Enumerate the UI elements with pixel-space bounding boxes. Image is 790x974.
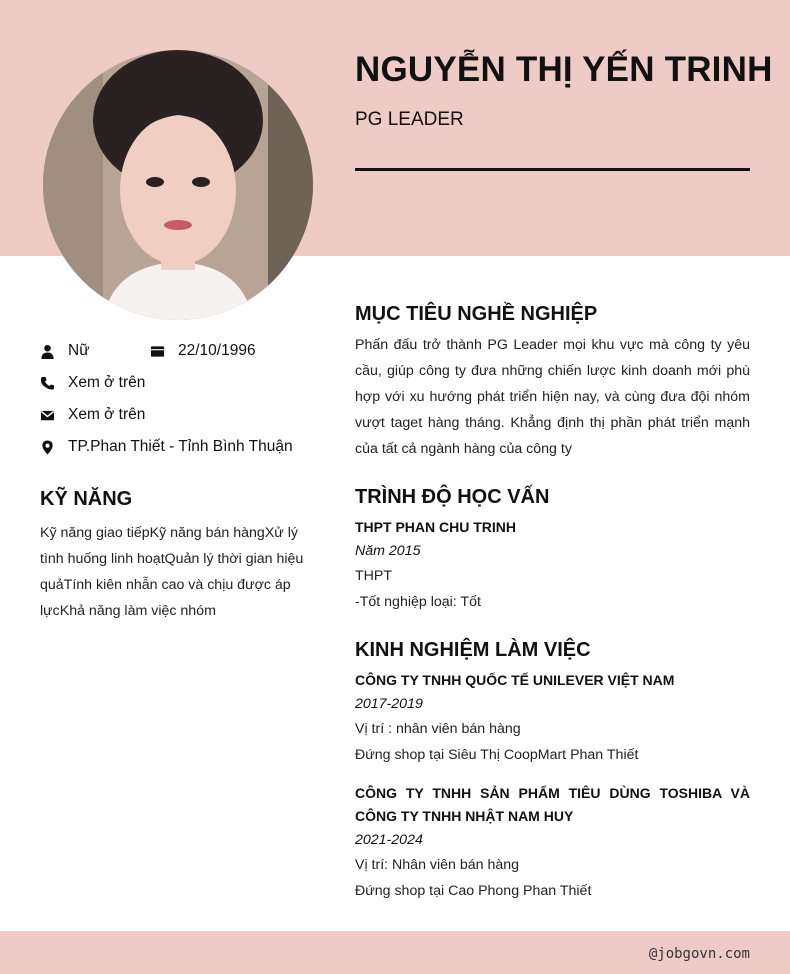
- person-icon: [40, 344, 55, 359]
- objective-text: Phấn đấu trở thành PG Leader mọi khu vực mà công ty yêu cầu, giúp công ty đưa những chiến lược kinh doanh mới phù hợp với xu hướng phát triển hiện nay, và cùng đưa đội nhóm vượt taget hàng tháng. Khẳng định thị phần phát triển mạnh của tất cả ngành hàng của công ty: [355, 337, 750, 457]
- phone-row: [40, 374, 145, 392]
- email-row: [40, 406, 145, 424]
- degree: THPT: [355, 568, 393, 584]
- school-name: THPT PHAN CHU TRINH: [355, 519, 516, 535]
- phone-icon: [40, 376, 55, 391]
- job-title: PG LEADER: [355, 109, 464, 130]
- gender-row: [40, 342, 90, 360]
- location-pin-icon: [40, 440, 55, 455]
- title-divider: [355, 168, 750, 171]
- job-role: Vị trí : nhân viên bán hàng: [355, 721, 521, 737]
- objective-heading: MỤC TIÊU NGHỀ NGHIỆP: [355, 303, 598, 325]
- birthdate-value: 22/10/1996: [178, 342, 256, 359]
- phone-value: Xem ở trên: [68, 374, 146, 391]
- address-value: TP.Phan Thiết - Tỉnh Bình Thuận: [68, 438, 293, 455]
- birthdate-row: [150, 342, 256, 360]
- calendar-icon: [150, 344, 165, 359]
- experience-heading: KINH NGHIỆM LÀM VIỆC: [355, 639, 591, 661]
- mail-icon: [40, 408, 55, 423]
- job-detail: Đứng shop tại Cao Phong Phan Thiết: [355, 883, 592, 899]
- skills-heading: KỸ NĂNG: [40, 488, 133, 510]
- address-row: [40, 438, 293, 456]
- job-role: Vị trí: Nhân viên bán hàng: [355, 857, 520, 873]
- graduation-result: -Tốt nghiệp loại: Tốt: [355, 594, 481, 610]
- profile-photo: [43, 50, 313, 320]
- company-name: CÔNG TY TNHH SẢN PHẨM TIÊU DÙNG TOSHIBA VÀ CÔNG TY TNHH NHẬT NAM HUY: [355, 785, 750, 824]
- job-period: 2017-2019: [355, 696, 423, 712]
- job-period: 2021-2024: [355, 832, 423, 848]
- candidate-name: NGUYỄN THỊ YẾN TRINH: [355, 50, 773, 89]
- job-detail: Đứng shop tại Siêu Thị CoopMart Phan Thiết: [355, 747, 639, 763]
- company-name: CÔNG TY TNHH QUỐC TẾ UNILEVER VIỆT NAM: [355, 672, 675, 688]
- graduation-year: Năm 2015: [355, 543, 421, 559]
- email-value: Xem ở trên: [68, 406, 146, 423]
- education-heading: TRÌNH ĐỘ HỌC VẤN: [355, 486, 550, 508]
- footer-credit[interactable]: @jobgovn.com: [648, 946, 750, 962]
- skills-text: Kỹ năng giao tiếpKỹ năng bán hàngXử lý tình huống linh hoạtQuản lý thời gian hiệu quảTính kiên nhẫn cao và chịu được áp lựcKhả năng làm việc nhóm: [40, 525, 304, 619]
- gender-value: Nữ: [68, 342, 90, 359]
